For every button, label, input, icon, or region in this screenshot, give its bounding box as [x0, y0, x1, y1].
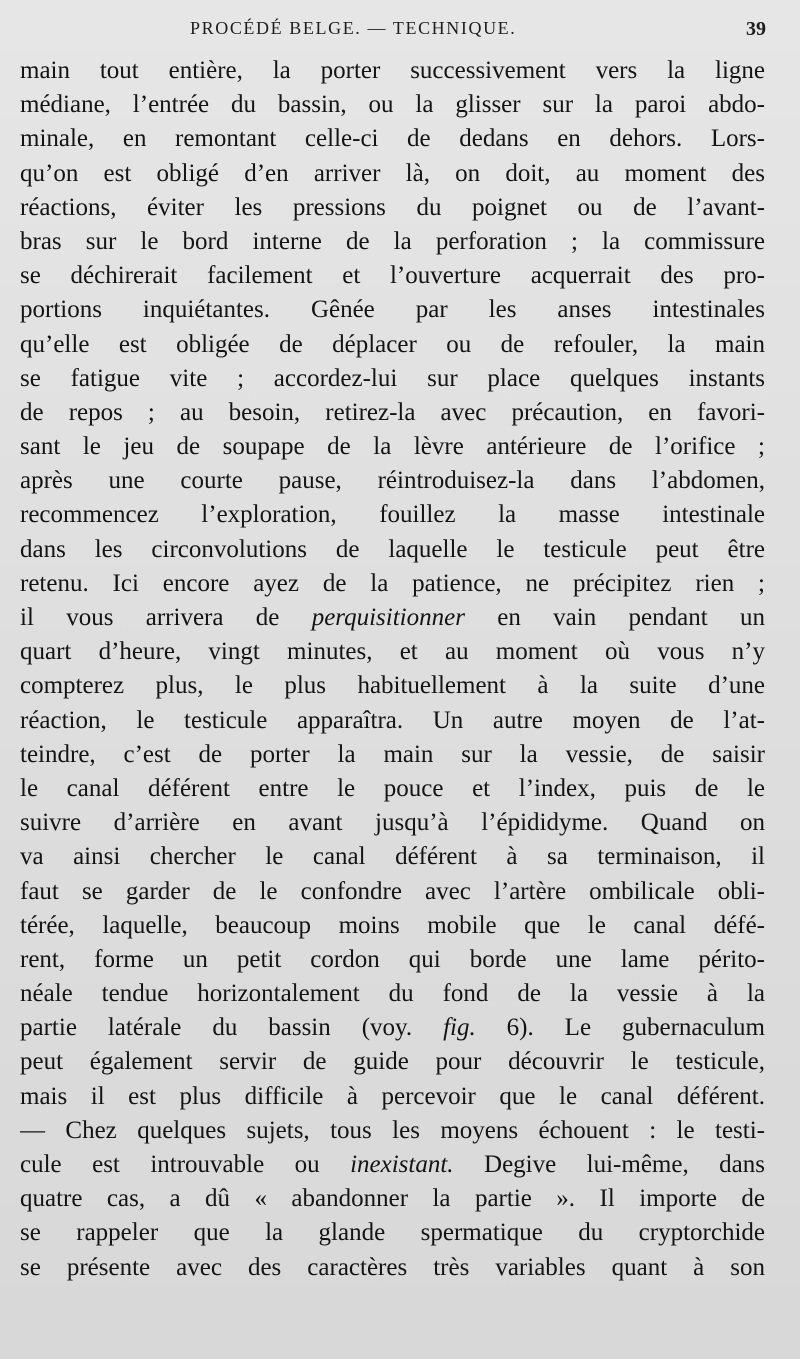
text-line: [20, 772, 765, 806]
text-line: [20, 704, 765, 738]
text-line: [20, 601, 765, 635]
text-run: se présente avec des caractères très variables quant à son: [20, 1253, 765, 1281]
text-line: [20, 875, 765, 909]
text-line: [20, 567, 765, 601]
text-run: 6). Le gubernaculum: [475, 1014, 765, 1042]
text-line: [20, 1251, 765, 1285]
text-line: [20, 533, 765, 567]
text-line: [20, 498, 765, 532]
text-line: [20, 738, 765, 772]
text-run: teindre, c’est de porter la main sur la vessie, de saisir: [20, 740, 765, 768]
text-line: [20, 1045, 765, 1079]
text-run: le canal déférent entre le pouce et l’index, puis de le: [20, 774, 765, 802]
text-line: [20, 840, 765, 874]
text-run: dans les circonvolutions de laquelle le testicule peut être: [20, 535, 765, 563]
text-run: en vain pendant un: [464, 604, 765, 631]
text-run: réaction, le testicule apparaîtra. Un autre moyen de l’at-: [20, 706, 765, 734]
page-number: 39: [746, 18, 766, 40]
text-run: compterez plus, le plus habituellement à la suite d’une: [20, 672, 765, 700]
body-text: [20, 54, 765, 1285]
text-run: portions inquiétantes. Gênée par les anses intestinales: [20, 296, 765, 324]
text-line: [20, 157, 765, 191]
text-line: [20, 259, 765, 293]
text-line: [20, 54, 765, 88]
text-line: [20, 1114, 765, 1148]
text-line: [20, 977, 765, 1011]
text-run: quart d’heure, vingt minutes, et au moment où vous n’y: [20, 638, 765, 666]
text-run: il vous arrivera de: [20, 604, 312, 631]
italic-text-run: perquisitionner: [311, 604, 465, 631]
text-line: [20, 1182, 765, 1216]
text-run: va ainsi chercher le canal déférent à sa terminaison, il: [20, 843, 765, 871]
text-line: [20, 1148, 765, 1182]
text-run: se fatigue vite ; accordez-lui sur place quelques instants: [20, 364, 765, 392]
text-run: néale tendue horizontalement du fond de la vessie à la: [20, 980, 765, 1008]
text-run: qu’elle est obligée de déplacer ou de refouler, la main: [20, 330, 765, 358]
text-line: [20, 464, 765, 498]
text-run: térée, laquelle, beaucoup moins mobile que le canal défé-: [20, 911, 765, 939]
text-run: se rappeler que la glande spermatique du cryptorchide: [20, 1219, 765, 1247]
text-run: retenu. Ici encore ayez de la patience, ne précipitez rien ;: [20, 569, 765, 597]
text-run: Degive lui-même, dans: [453, 1151, 765, 1178]
text-run: mais il est plus difficile à percevoir que le canal déférent.: [20, 1082, 765, 1110]
text-line: [20, 88, 765, 122]
text-run: rent, forme un petit cordon qui borde une lame périto-: [20, 945, 765, 973]
text-line: [20, 225, 765, 259]
text-run: peut également servir de guide pour découvrir le testicule,: [20, 1048, 765, 1076]
text-run: main tout entière, la porter successivement vers la ligne: [20, 57, 765, 84]
text-run: réactions, éviter les pressions du poignet ou de l’avant-: [20, 193, 765, 221]
text-line: [20, 122, 765, 156]
text-line: [20, 396, 765, 430]
text-run: cule est introuvable ou: [20, 1151, 351, 1178]
text-run: de repos ; au besoin, retirez-la avec précaution, en favori-: [20, 398, 765, 426]
text-line: [20, 191, 765, 225]
italic-text-run: inexistant.: [350, 1151, 454, 1178]
text-run: après une courte pause, réintroduisez-la dans l’abdomen,: [20, 467, 765, 495]
italic-text-run: fig.: [443, 1014, 476, 1042]
text-line: [20, 362, 765, 396]
text-run: — Chez quelques sujets, tous les moyens échouent : le testi-: [20, 1116, 765, 1144]
running-title: PROCÉDÉ BELGE. — TECHNIQUE.: [190, 18, 517, 38]
text-run: quatre cas, a dû « abandonner la partie ». Il importe de: [20, 1185, 765, 1213]
text-run: recommencez l’exploration, fouillez la masse intestinale: [20, 501, 765, 529]
text-run: partie latérale du bassin (voy.: [20, 1014, 444, 1042]
text-run: minale, en remontant celle-ci de dedans en dehors. Lors-: [20, 125, 765, 153]
text-line: [20, 635, 765, 669]
text-line: [20, 328, 765, 362]
text-run: médiane, l’entrée du bassin, ou la glisser sur la paroi abdo-: [20, 91, 765, 119]
text-line: [20, 1080, 765, 1114]
text-run: qu’on est obligé d’en arriver là, on doit, au moment des: [20, 159, 765, 187]
page-header: [0, 12, 800, 48]
text-run: se déchirerait facilement et l’ouverture acquerrait des pro-: [20, 262, 765, 290]
text-line: [20, 909, 765, 943]
text-line: [20, 1216, 765, 1250]
text-run: bras sur le bord interne de la perforation ; la commissure: [20, 227, 765, 255]
text-run: suivre d’arrière en avant jusqu’à l’épididyme. Quand on: [20, 809, 765, 837]
text-run: sant le jeu de soupape de la lèvre antérieure de l’orifice ;: [20, 433, 765, 461]
text-line: [20, 1011, 765, 1045]
text-line: [20, 943, 765, 977]
text-line: [20, 430, 765, 464]
text-line: [20, 293, 765, 327]
text-line: [20, 669, 765, 703]
text-run: faut se garder de le confondre avec l’artère ombilicale obli-: [20, 877, 765, 905]
text-line: [20, 806, 765, 840]
